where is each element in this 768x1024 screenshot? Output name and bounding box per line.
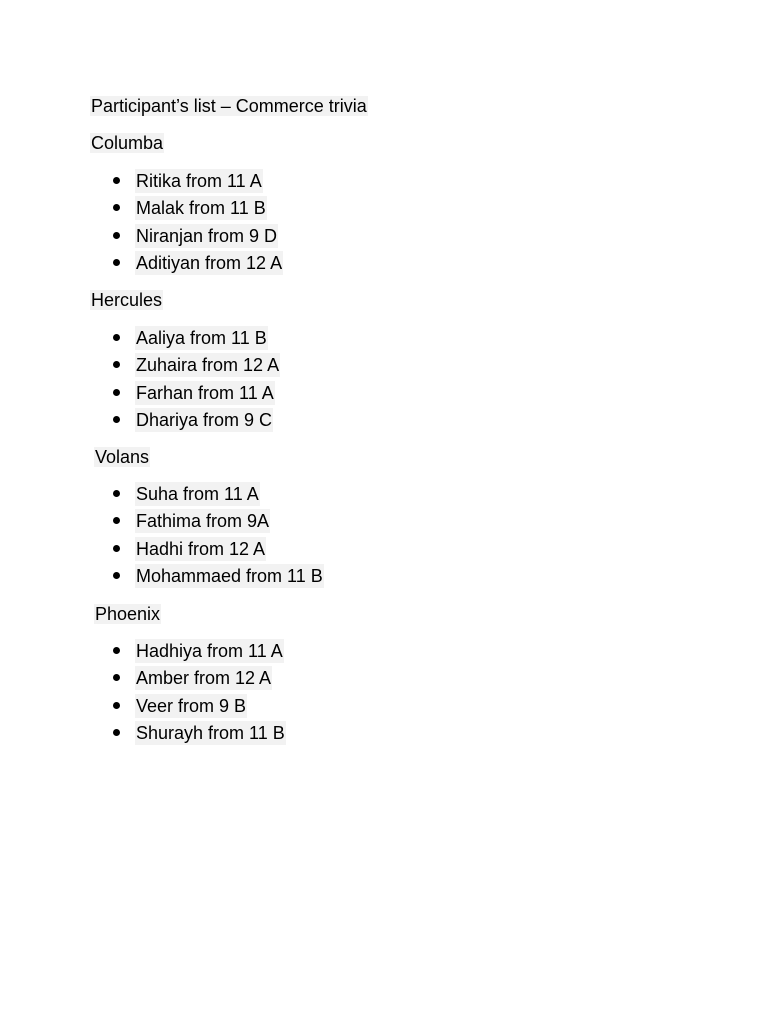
- member-text: Niranjan from 9 D: [136, 225, 278, 246]
- member-text: Shurayh from 11 B: [136, 722, 285, 743]
- document-title: [90, 94, 368, 118]
- member-text: Suha from 11 A: [136, 484, 259, 504]
- bullet-icon: [113, 177, 120, 184]
- group-heading-columba: [90, 131, 164, 155]
- bullet-icon: [113, 729, 120, 736]
- member-text: Aditiyan from 12 A: [136, 252, 283, 273]
- member-text: Amber from 12 A: [136, 668, 272, 689]
- bullet-icon: [113, 232, 120, 239]
- group-name: Hercules: [91, 290, 163, 310]
- group-heading-phoenix: [94, 602, 161, 626]
- group-heading-hercules: [90, 288, 163, 312]
- bullet-icon: [113, 517, 120, 524]
- bullet-icon: [113, 545, 120, 552]
- member-text: Zuhaira from 12 A: [136, 355, 280, 376]
- member-text: Farhan from 11 A: [136, 382, 274, 403]
- member-text: Mohammaed from 11 B: [136, 565, 323, 586]
- bullet-icon: [113, 361, 120, 368]
- bullet-icon: [113, 416, 120, 423]
- document-title-text: Participant’s list – Commerce trivia: [91, 96, 367, 116]
- member-text: Fathima from 9A: [136, 511, 270, 532]
- bullet-icon: [113, 204, 120, 211]
- member-text: Dhariya from 9 C: [136, 409, 273, 430]
- member-text: Hadhiya from 11 A: [136, 641, 283, 661]
- member-text: Malak from 11 B: [136, 198, 266, 219]
- bullet-icon: [113, 572, 120, 579]
- group-name: Volans: [95, 447, 150, 467]
- member-text: Veer from 9 B: [136, 695, 247, 716]
- member-text: Hadhi from 12 A: [136, 538, 266, 559]
- bullet-icon: [113, 490, 120, 497]
- member-text: Ritika from 11 A: [136, 171, 262, 191]
- group-name: Columba: [91, 133, 164, 153]
- bullet-icon: [113, 259, 120, 266]
- group-heading-volans: [94, 445, 150, 469]
- bullet-icon: [113, 647, 120, 654]
- bullet-icon: [113, 389, 120, 396]
- bullet-icon: [113, 674, 120, 681]
- member-text: Aaliya from 11 B: [136, 328, 267, 348]
- bullet-icon: [113, 334, 120, 341]
- group-name: Phoenix: [95, 604, 161, 624]
- bullet-icon: [113, 702, 120, 709]
